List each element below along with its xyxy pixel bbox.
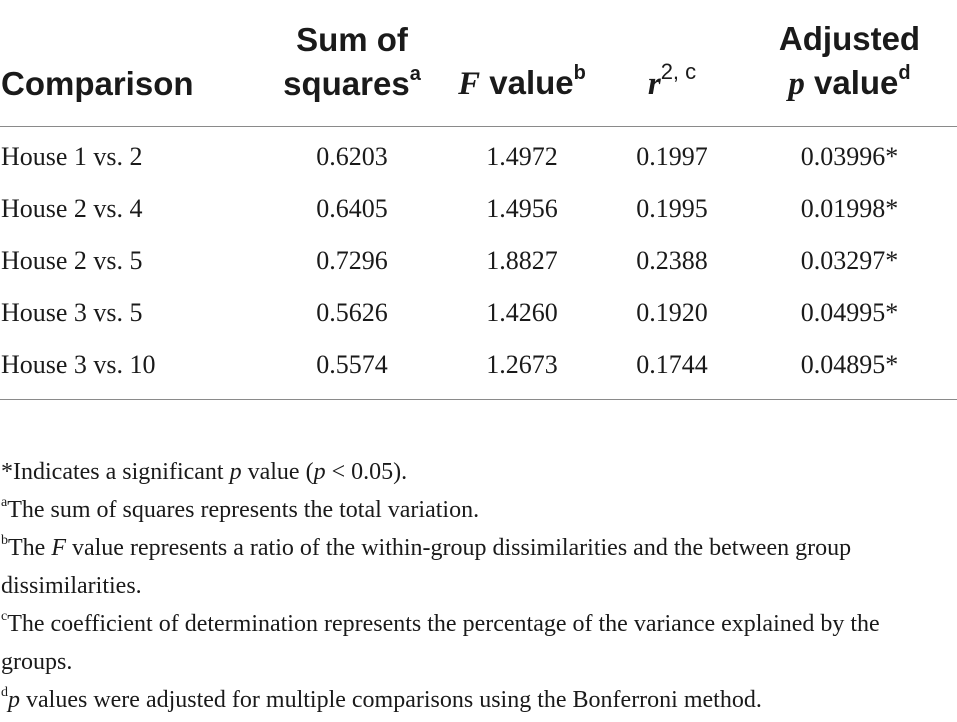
cell-r-squared: 0.2388 [636,246,708,275]
cell-r-squared: 0.1997 [636,142,708,171]
cell-comparison: House 3 vs. 10 [0,339,262,400]
header-adjusted-text: value [804,64,899,101]
cell-adjusted-p: 0.04895* [742,339,957,400]
cell-adjusted-p: 0.03996* [800,142,899,171]
cell-comparison: House 2 vs. 5 [1,246,143,275]
footnote-significance [1,453,956,491]
cell-sum-of-squares: 0.6203 [316,142,388,171]
cell-r-squared: 0.1920 [636,298,708,327]
footnote-a-text: The sum of squares represents the total variation. [7,497,480,523]
footnote-b-text: value represents a ratio of the within-group dissimilarities and the between group dissimilarities. [1,535,852,599]
cell-comparison: House 2 vs. 4 [1,194,143,223]
cell-sum-of-squares: 0.6405 [316,194,388,223]
header-adjusted-p-italic: p [788,66,805,102]
footnote-significance-pre: *Indicates a significant [1,459,230,485]
footnote-significance-mid: value ( [241,459,314,485]
cell-f-value: 1.8827 [486,246,558,275]
footnote-significance-post: < 0.05). [325,459,408,485]
table-row [0,127,957,184]
footnote-b-pre: The [8,535,52,561]
table-body [0,127,957,400]
footnote-a [1,491,956,529]
cell-r-squared: 0.1995 [636,194,708,223]
footnote-d-italic: p [8,687,20,713]
header-sum-line2: squares [283,65,410,102]
footnote-significance-p2: p [313,459,326,485]
cell-comparison: House 1 vs. 2 [1,142,143,171]
footnote-c-mark: c [1,609,8,624]
cell-f-value: 1.4972 [486,142,558,171]
table-row [0,339,957,400]
header-comparison [0,0,262,127]
footnote-a-mark: a [1,495,8,510]
footnote-d [1,681,956,719]
header-comparison-label: Comparison [1,65,194,102]
table-header [0,0,957,127]
header-f-footnote-mark: b [573,62,586,84]
cell-f-value: 1.2673 [442,339,602,400]
footnote-d-text: values were adjusted for multiple comparisons using the Bonferroni method. [20,687,762,713]
cell-adjusted-p: 0.04995* [800,298,899,327]
header-row [0,0,957,127]
cell-r-squared: 0.1744 [602,339,742,400]
footnote-d-mark: d [1,685,8,700]
cell-f-value: 1.4956 [486,194,558,223]
header-f-value [442,0,602,127]
cell-sum-of-squares: 0.5626 [316,298,388,327]
footnote-significance-p1: p [229,459,242,485]
cell-sum-of-squares: 0.5574 [262,339,442,400]
footnote-b-mark: b [1,533,8,548]
header-sum-footnote-mark: a [409,63,421,85]
header-r-squared [602,0,742,127]
footnote-b-italic: F [51,535,66,561]
footnote-b [1,529,956,605]
table-row [0,287,957,339]
footnote-c [1,605,956,681]
header-adjusted-p [742,0,957,127]
cell-comparison: House 3 vs. 5 [1,298,143,327]
header-adjusted-footnote-mark: d [898,62,911,84]
header-f-italic: F [458,66,481,102]
table-row [0,235,957,287]
header-sum-of-squares [262,0,442,127]
cell-sum-of-squares: 0.7296 [316,246,388,275]
cell-f-value: 1.4260 [486,298,558,327]
header-r-superscript: 2, c [660,59,697,84]
table-row [0,183,957,235]
header-f-text: value [480,64,574,101]
header-sum-line1: Sum of [296,21,408,58]
cell-adjusted-p: 0.03297* [800,246,899,275]
cell-adjusted-p: 0.01998* [800,194,899,223]
table-footnotes [1,453,956,719]
footnote-c-text: The coefficient of determination represents the percentage of the variance explained by the groups. [1,611,880,675]
header-r-italic: r [647,66,661,102]
header-adjusted-line1: Adjusted [778,20,921,57]
